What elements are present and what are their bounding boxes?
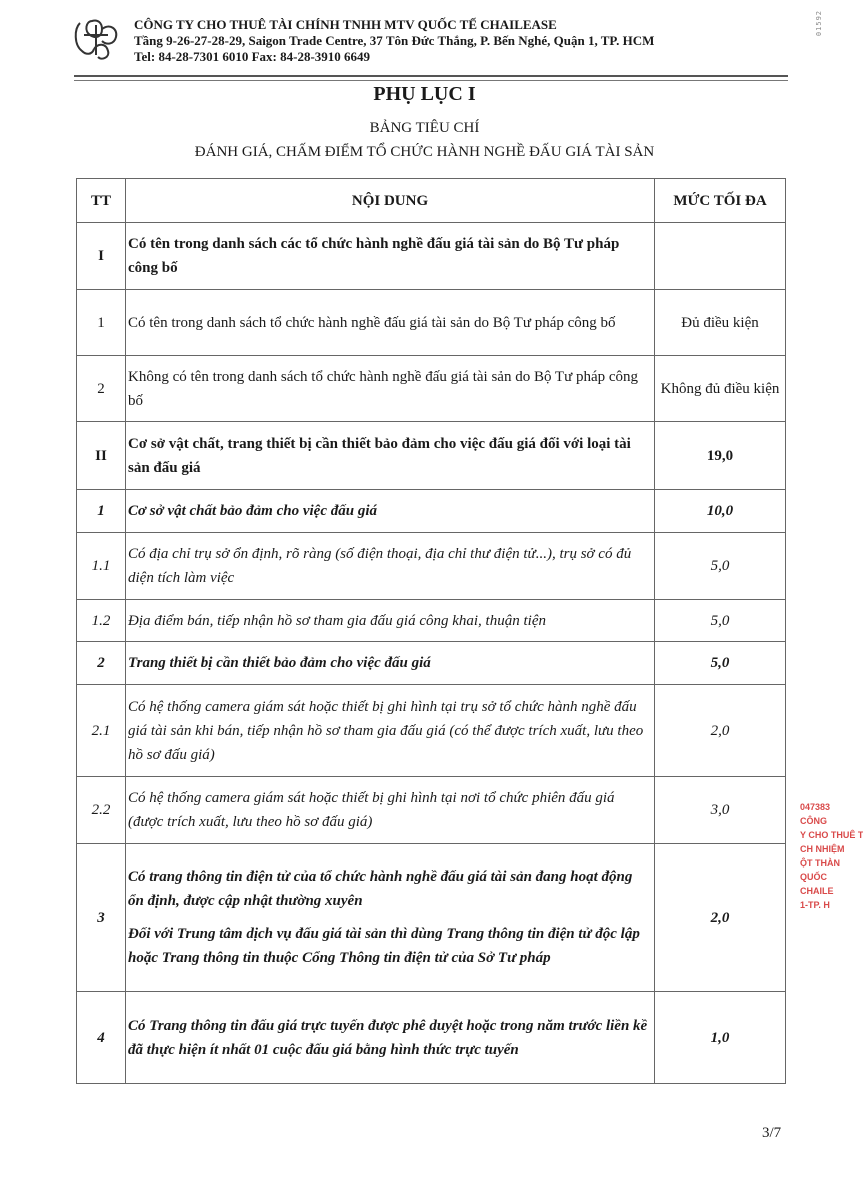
row-content: Địa điểm bán, tiếp nhận hồ sơ tham gia đấu giá công khai, thuận tiện bbox=[126, 600, 655, 642]
row-content bbox=[126, 844, 655, 992]
row-tt: 1 bbox=[77, 290, 126, 356]
row-max: Đủ điều kiện bbox=[655, 290, 786, 356]
row-tt: 2.1 bbox=[77, 685, 126, 777]
document-code: 01592 bbox=[815, 10, 823, 37]
row-tt: 1.2 bbox=[77, 600, 126, 642]
row-max: 19,0 bbox=[655, 422, 786, 490]
table-subtitle: ĐÁNH GIÁ, CHẤM ĐIỂM TỔ CHỨC HÀNH NGHỀ ĐẤU GIÁ TÀI SẢN bbox=[194, 144, 655, 160]
row-content: Có hệ thống camera giám sát hoặc thiết bị ghi hình tại nơi tổ chức phiên đấu giá (được trích xuất, lưu theo hồ sơ đấu giá) bbox=[126, 777, 655, 844]
row-max: 10,0 bbox=[655, 490, 786, 533]
row-content: Không có tên trong danh sách tổ chức hành nghề đấu giá tài sản do Bộ Tư pháp công bố bbox=[126, 356, 655, 422]
table-row bbox=[77, 642, 786, 685]
row-max: 2,0 bbox=[655, 844, 786, 992]
header-max: MỨC TỐI ĐA bbox=[655, 179, 786, 223]
seal-line: CHAILE bbox=[800, 886, 834, 896]
header-divider bbox=[74, 75, 788, 77]
row-max: 3,0 bbox=[655, 777, 786, 844]
row-tt: 2 bbox=[77, 642, 126, 685]
seal-line: QUỐC bbox=[800, 872, 827, 882]
page-number: 3/7 bbox=[762, 1125, 782, 1141]
row-tt: 2 bbox=[77, 356, 126, 422]
header-content: NỘI DUNG bbox=[126, 179, 655, 223]
seal-line: 1-TP. H bbox=[800, 900, 830, 910]
row-max: 5,0 bbox=[655, 533, 786, 600]
row-tt: II bbox=[77, 422, 126, 490]
table-header-row bbox=[77, 179, 786, 223]
seal-line: 047383 bbox=[800, 802, 831, 812]
company-header bbox=[134, 17, 654, 65]
row-tt: 1 bbox=[77, 490, 126, 533]
row-tt: 4 bbox=[77, 992, 126, 1084]
table-row bbox=[77, 422, 786, 490]
table-row bbox=[77, 223, 786, 290]
seal-line: Y CHO THUÊ T bbox=[800, 830, 863, 840]
appendix-title: PHỤ LỤC I bbox=[373, 83, 476, 105]
row-content: Cơ sở vật chất, trang thiết bị cần thiết bảo đảm cho việc đấu giá đối với loại tài sản đấu giá bbox=[126, 422, 655, 490]
row-tt: 3 bbox=[77, 844, 126, 992]
header-tt: TT bbox=[77, 179, 126, 223]
row-content: Có tên trong danh sách các tổ chức hành nghề đấu giá tài sản do Bộ Tư pháp công bố bbox=[126, 223, 655, 290]
seal-line: CÔNG bbox=[800, 816, 827, 826]
row-content: Có tên trong danh sách tổ chức hành nghề đấu giá tài sản do Bộ Tư pháp công bố bbox=[126, 290, 655, 356]
table-row bbox=[77, 600, 786, 642]
paragraph-gap bbox=[128, 913, 651, 922]
company-logo bbox=[72, 15, 124, 61]
row-max bbox=[655, 223, 786, 290]
row-content: Cơ sở vật chất bảo đảm cho việc đấu giá bbox=[126, 490, 655, 533]
row-content-main: Có trang thông tin điện tử của tổ chức hành nghề đấu giá tài sản đang hoạt động ổn định, được cập nhật thường xuyên bbox=[128, 869, 633, 909]
row-content: Có Trang thông tin đấu giá trực tuyến được phê duyệt hoặc trong năm trước liền kề đã thực hiện ít nhất 01 cuộc đấu giá bằng hình thức trực tuyến bbox=[126, 992, 655, 1084]
row-max: 5,0 bbox=[655, 600, 786, 642]
row-max: 1,0 bbox=[655, 992, 786, 1084]
row-content: Có địa chỉ trụ sở ổn định, rõ ràng (số điện thoại, địa chỉ thư điện tử...), trụ sở có đủ diện tích làm việc bbox=[126, 533, 655, 600]
row-max: 5,0 bbox=[655, 642, 786, 685]
row-tt: 1.1 bbox=[77, 533, 126, 600]
header-divider-thin bbox=[74, 80, 788, 81]
table-row bbox=[77, 992, 786, 1084]
row-tt: I bbox=[77, 223, 126, 290]
row-max: 2,0 bbox=[655, 685, 786, 777]
table-row bbox=[77, 490, 786, 533]
row-max: Không đủ điều kiện bbox=[655, 356, 786, 422]
criteria-table bbox=[76, 178, 786, 1084]
table-title: BẢNG TIÊU CHÍ bbox=[369, 120, 480, 136]
table-row bbox=[77, 844, 786, 992]
company-address: Tầng 9-26-27-28-29, Saigon Trade Centre, 37 Tôn Đức Thắng, P. Bến Nghé, Quận 1, TP. HCM bbox=[134, 33, 655, 48]
table-row bbox=[77, 290, 786, 356]
row-tt: 2.2 bbox=[77, 777, 126, 844]
company-name: CÔNG TY CHO THUÊ TÀI CHÍNH TNHH MTV QUỐC TẾ CHAILEASE bbox=[134, 17, 557, 32]
table-row bbox=[77, 685, 786, 777]
row-content: Trang thiết bị cần thiết bảo đảm cho việc đấu giá bbox=[126, 642, 655, 685]
row-content-note: Đối với Trung tâm dịch vụ đấu giá tài sản thì dùng Trang thông tin điện tử độc lập hoặc Trang thông tin thuộc Cổng Thông tin điện tử của Sở Tư pháp bbox=[128, 926, 640, 966]
company-seal bbox=[800, 800, 863, 912]
table-row bbox=[77, 356, 786, 422]
table-row bbox=[77, 777, 786, 844]
company-contact: Tel: 84-28-7301 6010 Fax: 84-28-3910 6649 bbox=[134, 49, 371, 64]
seal-line: ỘT THÀN bbox=[800, 858, 840, 868]
row-content: Có hệ thống camera giám sát hoặc thiết bị ghi hình tại trụ sở tổ chức hành nghề đấu giá tài sản khi bán, tiếp nhận hồ sơ tham gia đấu giá (có thể được trích xuất, lưu theo hồ sơ đấu giá) bbox=[126, 685, 655, 777]
seal-line: CH NHIỆM bbox=[800, 844, 845, 854]
table-row bbox=[77, 533, 786, 600]
